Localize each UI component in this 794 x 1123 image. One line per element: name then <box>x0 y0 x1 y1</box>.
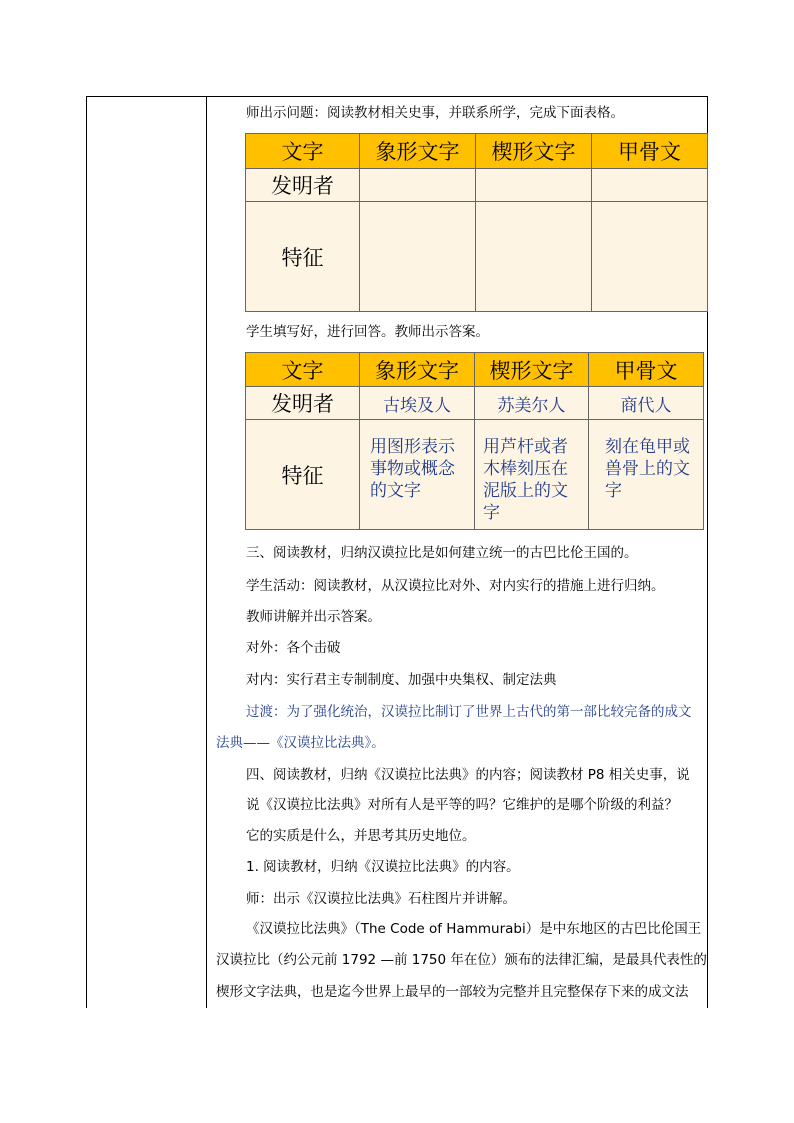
blank-cell <box>360 202 476 312</box>
inventor-cell: 苏美尔人 <box>475 387 589 420</box>
code-description-line2: 汉谟拉比（约公元前 1792 —前 1750 年在位）颁布的法律汇编，是最具代表性的 <box>216 952 707 968</box>
header-cell: 甲骨文 <box>592 134 708 169</box>
row-label-feature: 特征 <box>246 420 360 530</box>
blank-cell <box>476 202 592 312</box>
column-divider <box>206 96 207 1008</box>
feature-cell: 刻在龟甲或兽骨上的文字 <box>589 420 704 530</box>
transition-text-line1: 过渡：为了强化统治，汉谟拉比制订了世界上古代的第一部比较完备的成文 <box>246 704 692 720</box>
code-description-line3: 楔形文字法典，也是迄今世界上最早的一部较为完整并且完整保存下来的成文法 <box>216 984 689 1000</box>
internal-measure-text: 对内：实行君主专制制度、加强中央集权、制定法典 <box>246 672 557 688</box>
worksheet-table-blank <box>245 133 708 312</box>
row-label-inventor: 发明者 <box>246 169 360 202</box>
blank-cell <box>476 169 592 202</box>
blank-cell <box>592 169 708 202</box>
blank-cell <box>592 202 708 312</box>
section4-line3: 它的实质是什么，并思考其历史地位。 <box>246 828 476 844</box>
inventor-cell: 古埃及人 <box>360 387 475 420</box>
external-measure-text: 对外：各个击破 <box>246 640 341 656</box>
feature-cell: 用图形表示事物或概念的文字 <box>360 420 475 530</box>
row-label-feature: 特征 <box>246 202 360 312</box>
item1-text: 1. 阅读教材，归纳《汉谟拉比法典》的内容。 <box>246 859 520 875</box>
teacher-explain-text: 教师讲解并出示答案。 <box>246 609 381 625</box>
activity-text: 学生活动：阅读教材，从汉谟拉比对外、对内实行的措施上进行归纳。 <box>246 578 665 594</box>
section3-heading: 三、阅读教材，归纳汉谟拉比是如何建立统一的古巴比伦王国的。 <box>246 545 638 561</box>
header-cell: 象形文字 <box>360 134 476 169</box>
header-cell: 楔形文字 <box>476 134 592 169</box>
header-cell: 楔形文字 <box>475 353 589 387</box>
transition-text-line2: 法典——《汉谟拉比法典》。 <box>216 735 385 751</box>
section4-line2: 说《汉谟拉比法典》对所有人是平等的吗？它维护的是哪个阶级的利益？ <box>246 797 678 813</box>
code-description-line1: 《汉谟拉比法典》（The Code of Hammurabi）是中东地区的古巴比伦国王 <box>246 921 702 937</box>
header-cell: 文字 <box>246 134 360 169</box>
answer-table <box>245 352 704 530</box>
inventor-cell: 商代人 <box>589 387 704 420</box>
intro-text: 师出示问题：阅读教材相关史事，并联系所学，完成下面表格。 <box>246 105 624 121</box>
teacher-show-text: 师：出示《汉谟拉比法典》石柱图片并讲解。 <box>246 891 516 907</box>
blank-cell <box>360 169 476 202</box>
row-label-inventor: 发明者 <box>246 387 360 420</box>
header-cell: 象形文字 <box>360 353 475 387</box>
after-table1-text: 学生填写好，进行回答。教师出示答案。 <box>246 324 489 340</box>
section4-line1: 四、阅读教材，归纳《汉谟拉比法典》的内容；阅读教材 P8 相关史事，说 <box>246 767 690 783</box>
header-cell: 文字 <box>246 353 360 387</box>
feature-cell: 用芦杆或者木棒刻压在泥版上的文字 <box>475 420 589 530</box>
header-cell: 甲骨文 <box>589 353 704 387</box>
